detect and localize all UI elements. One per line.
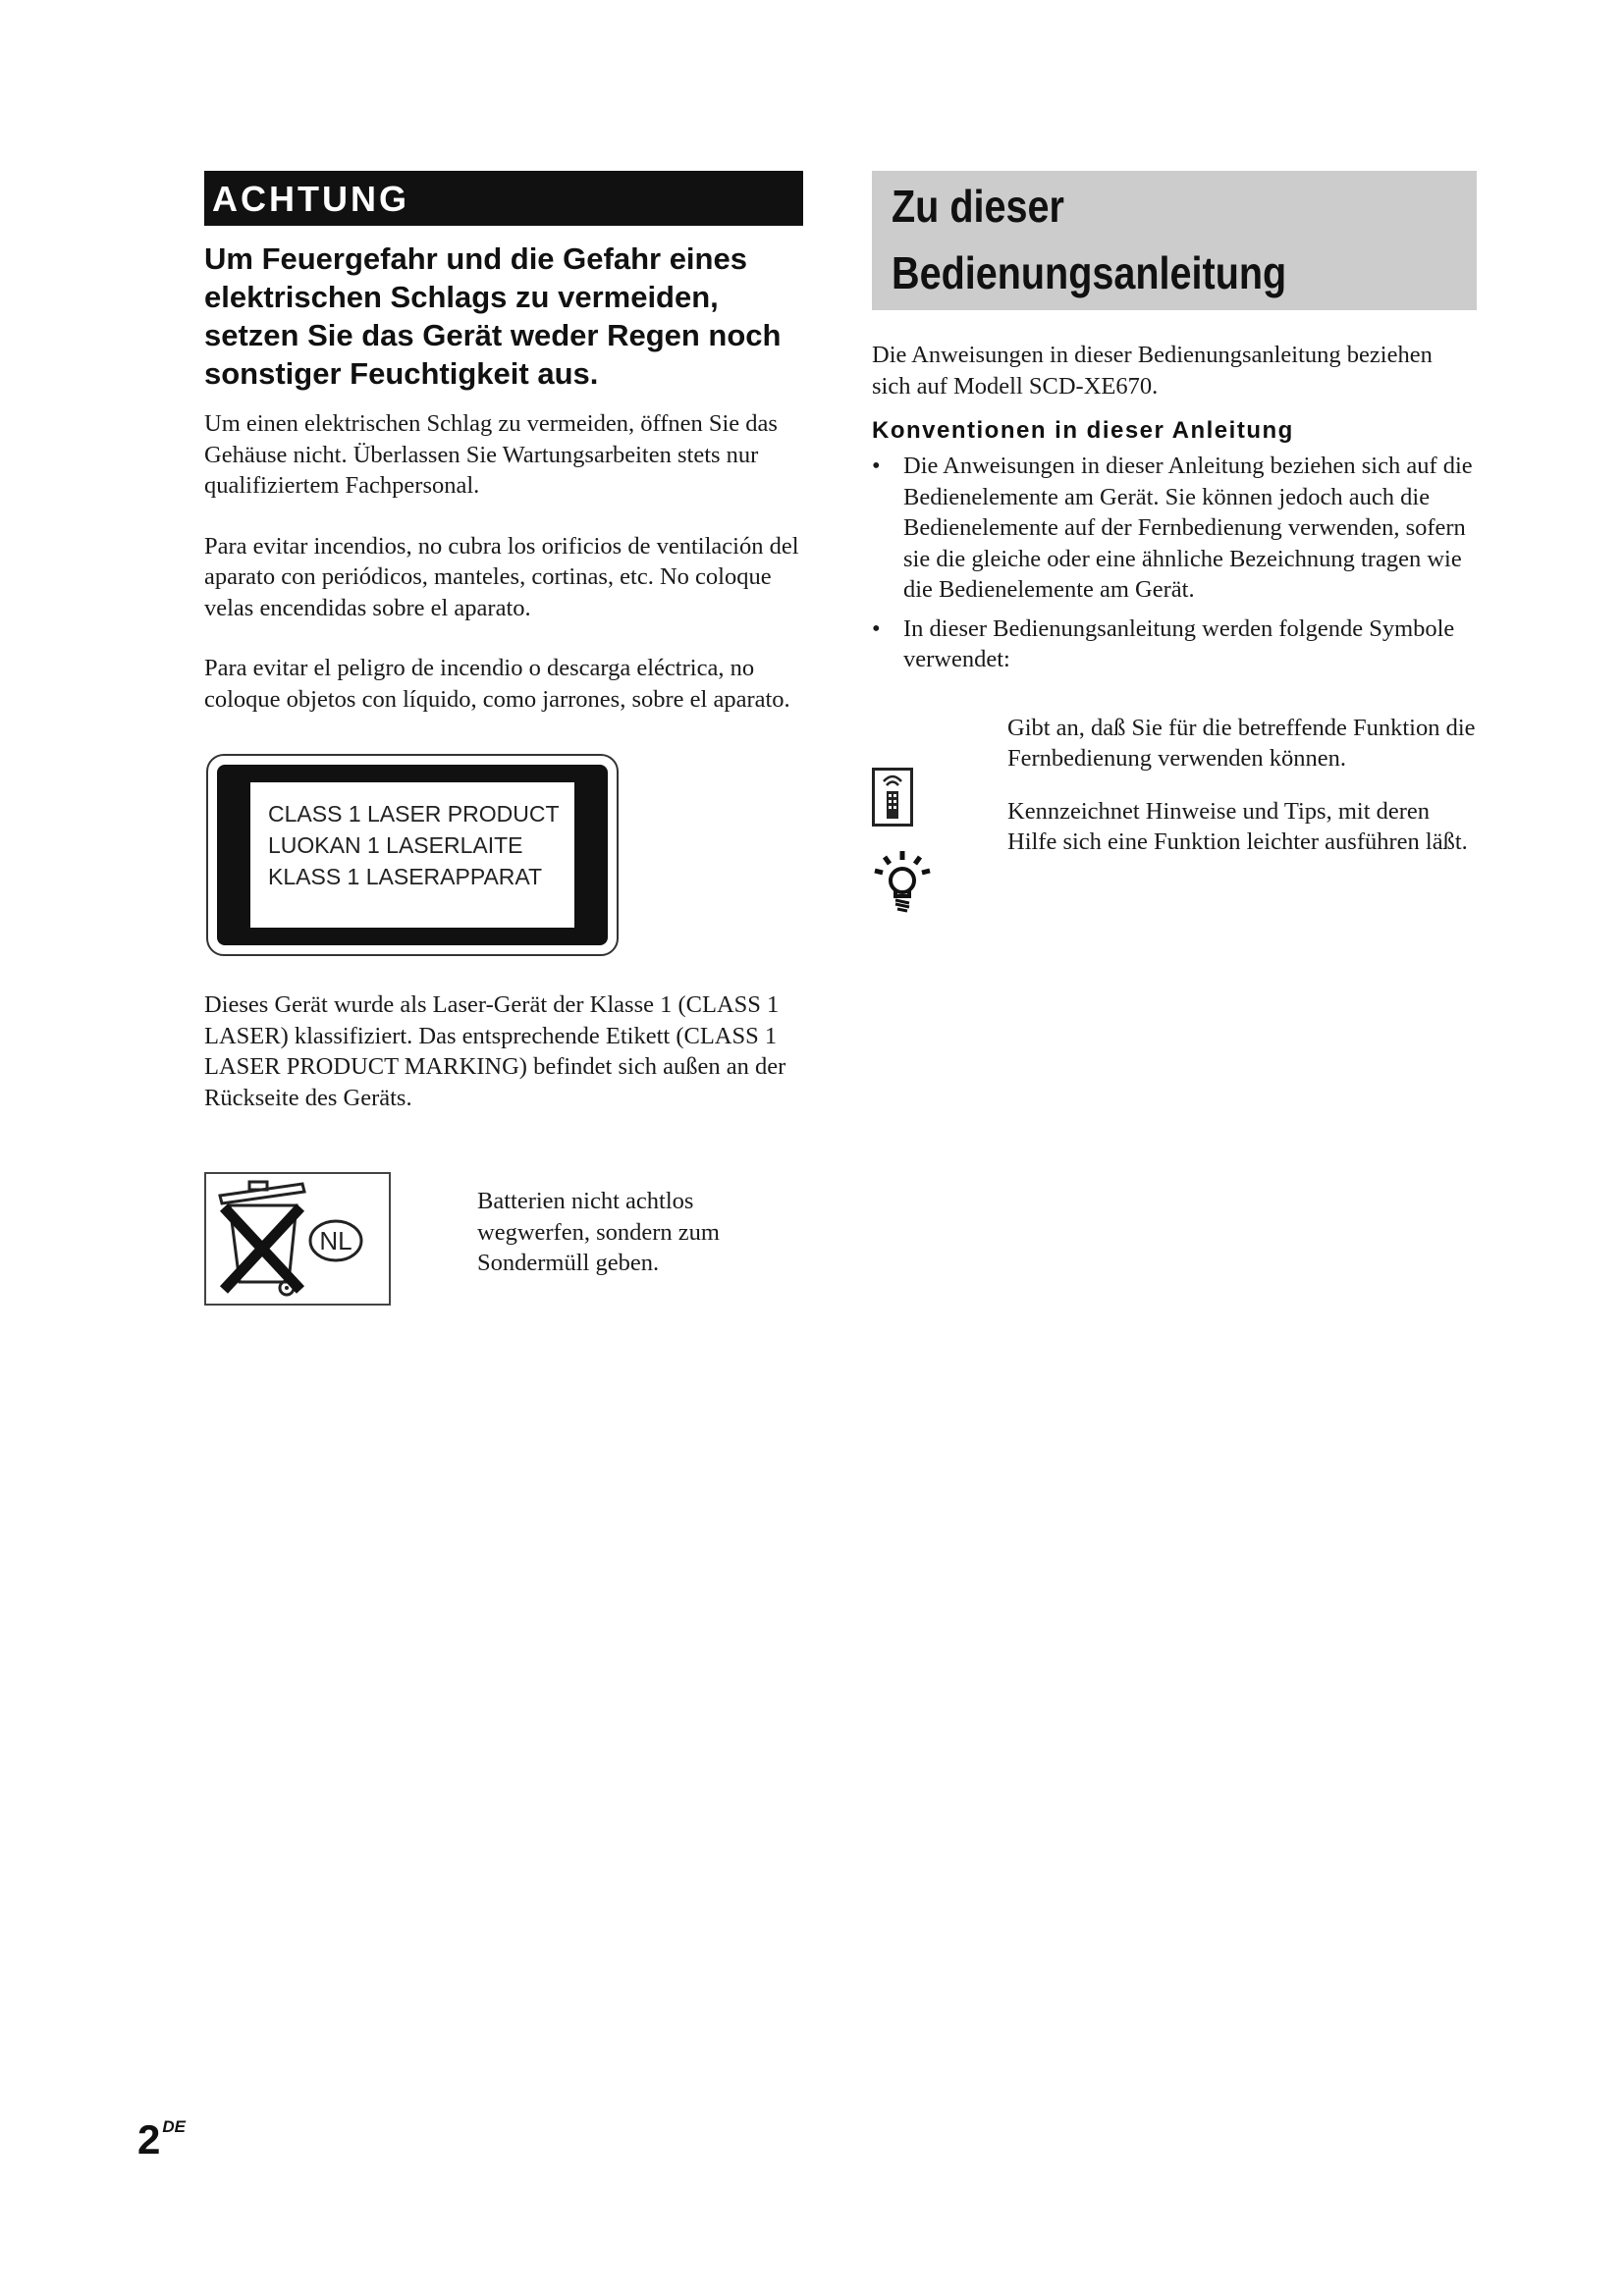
left-column xyxy=(204,171,803,1309)
right-column xyxy=(872,171,1477,858)
symbol-remote-row xyxy=(872,713,1477,774)
page-number-suffix: DE xyxy=(162,2117,186,2136)
warning-label: ACHTUNG xyxy=(204,171,803,226)
battery-badge-text: NL xyxy=(319,1226,352,1255)
bullet-mark: • xyxy=(872,453,881,479)
list-item xyxy=(872,451,1477,606)
laser-label-line: LUOKAN 1 LASERLAITE xyxy=(268,832,523,858)
bullet-mark: • xyxy=(872,614,881,642)
section-title-line-2: Bedienungsanleitung xyxy=(892,247,1287,298)
intro-paragraph: Die Anweisungen in dieser Bedienungsanleitung beziehen sich auf Modell SCD-XE670. xyxy=(872,342,1433,400)
page-number xyxy=(137,2116,186,2163)
section-title xyxy=(872,171,1477,310)
laser-label-line: KLASS 1 LASERAPPARAT xyxy=(268,864,543,889)
laser-label-line: CLASS 1 LASER PRODUCT xyxy=(268,801,560,827)
warning-paragraph-es-1: Para evitar incendios, no cubra los orificios de ventilación del aparato con periódicos, manteles, cortinas, etc. No coloque velas encendidas sobre el aparato. xyxy=(204,532,799,621)
crossed-out-bin-icon xyxy=(204,1172,391,1306)
warning-paragraph-de: Um einen elektrischen Schlag zu vermeiden, öffnen Sie das Gehäuse nicht. Überlassen Sie Wartungsarbeiten stets nur qualifiziertem Fachpersonal. xyxy=(204,410,778,499)
list-item-text: In dieser Bedienungsanleitung werden folgende Symbole verwendet: xyxy=(903,614,1455,672)
laser-class-paragraph: Dieses Gerät wurde als Laser-Gerät der Klasse 1 (CLASS 1 LASER) klassifiziert. Das entsprechende Etikett (CLASS 1 LASER PRODUCT MARKING) befindet sich außen an der Rückseite des Geräts. xyxy=(204,991,786,1111)
battery-disposal-notice xyxy=(204,1172,803,1309)
warning-paragraph-es-2: Para evitar el peligro de incendio o descarga eléctrica, no coloque objetos con líquido, como jarrones, sobre el aparato. xyxy=(204,655,790,713)
battery-text: Batterien nicht achtlos wegwerfen, sondern zum Sondermüll geben. xyxy=(477,1188,720,1276)
page-number-value: 2 xyxy=(137,2116,161,2163)
section-title-line-1: Zu dieser xyxy=(892,181,1064,232)
symbol-tip-text: Kennzeichnet Hinweise und Tips, mit deren Hilfe sich eine Funktion leichter ausführen läßt. xyxy=(1007,797,1468,855)
conventions-heading: Konventionen in dieser Anleitung xyxy=(872,417,1294,444)
laser-product-label xyxy=(206,754,619,956)
symbol-tip-row xyxy=(872,796,1477,858)
symbol-remote-text: Gibt an, daß Sie für die betreffende Funktion die Fernbedienung verwenden können. xyxy=(1007,714,1476,772)
warning-heading: Um Feuergefahr und die Gefahr eines elektrischen Schlags zu vermeiden, setzen Sie das Gerät weder Regen noch sonstiger Feuchtigkeit aus. xyxy=(204,241,782,391)
list-item xyxy=(872,614,1477,675)
list-item-text: Die Anweisungen in dieser Anleitung beziehen sich auf die Bedienelemente am Gerät. Sie können jedoch auch die Bedienelemente auf der Fernbedienung verwenden, sofern sie die gleiche oder eine ähnliche Bezeichnung tragen wie die Bedienelemente am Gerät. xyxy=(903,453,1473,603)
lightbulb-tip-icon xyxy=(872,849,933,919)
